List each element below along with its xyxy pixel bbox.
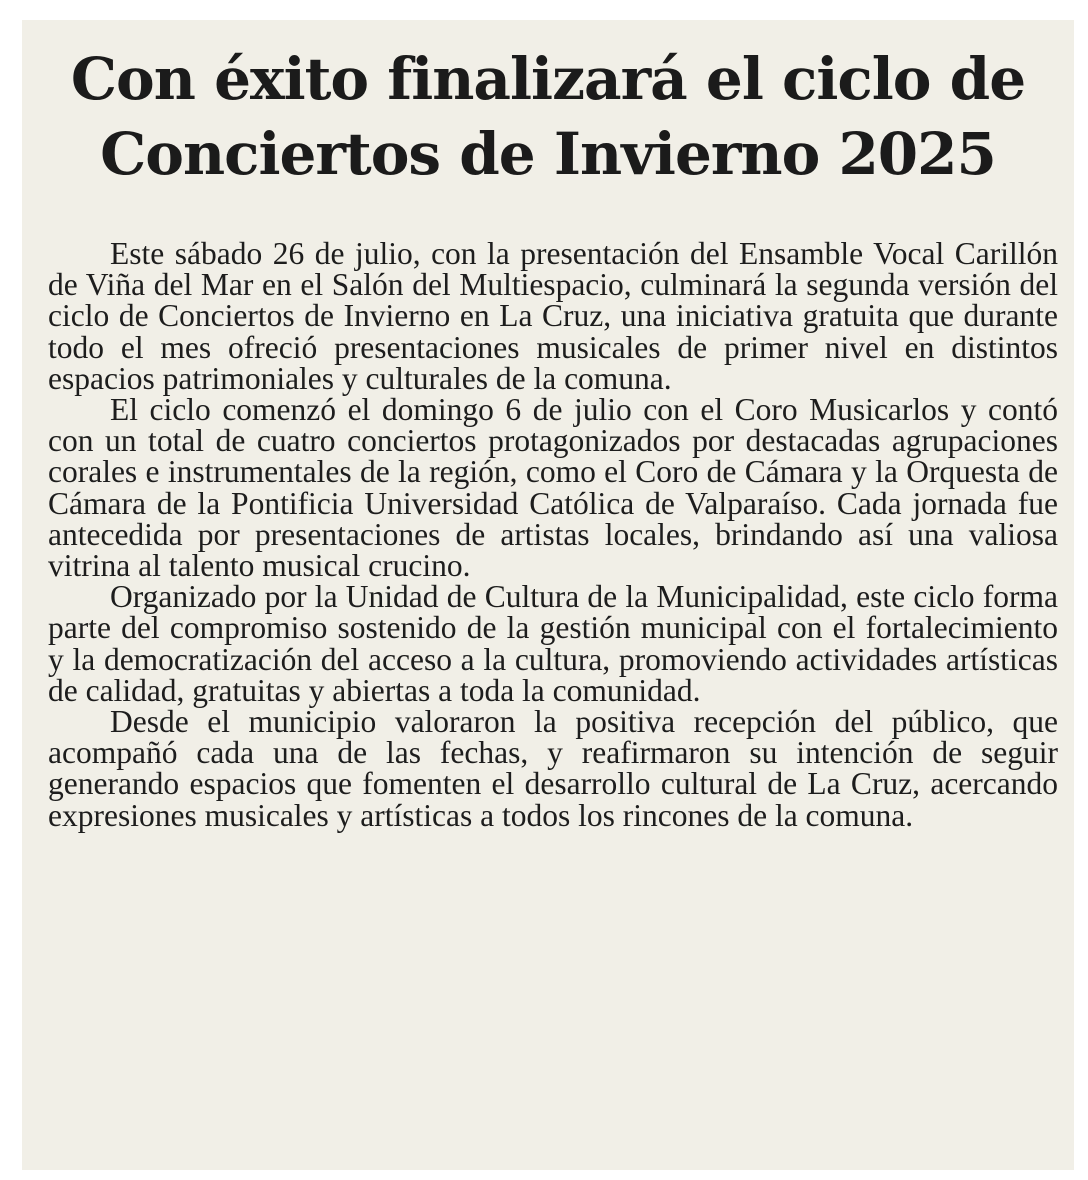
article-body xyxy=(48,238,1058,831)
newspaper-clipping xyxy=(22,20,1074,1170)
article-paragraph-1: Este sábado 26 de julio, con la presentación del Ensamble Vocal Carillón de Viña del Mar en el Salón del Multiespacio, culminará la segunda versión del ciclo de Conciertos de Invierno en La Cruz, una iniciativa gratuita que durante todo el mes ofreció presentaciones musicales de primer nivel en distintos espacios patrimoniales y culturales de la comuna. xyxy=(48,236,1058,396)
article-paragraph-3: Organizado por la Unidad de Cultura de la Municipalidad, este ciclo forma parte del compromiso sostenido de la gestión municipal con el fortalecimiento y la democratización del acceso a la cultura, promoviendo actividades artísticas de calidad, gratuitas y abiertas a toda la comunidad. xyxy=(48,579,1058,708)
article-headline: Con éxito finalizará el ciclo de Conciertos de Invierno 2025 xyxy=(70,45,1026,188)
article-paragraph-2: El ciclo comenzó el domingo 6 de julio con el Coro Musicarlos y contó con un total de cuatro conciertos protagonizados por destacadas agrupaciones corales e instrumentales de la región, como el Coro de Cámara y la Orquesta de Cámara de la Pontificia Universidad Católica de Valparaíso. Cada jornada fue antecedida por presentaciones de artistas locales, brindando así una valiosa vitrina al talento musical crucino. xyxy=(48,392,1058,584)
article-paragraph-4: Desde el municipio valoraron la positiva recepción del público, que acompañó cada una de las fechas, y reafirmaron su intención de seguir generando espacios que fomenten el desarrollo cultural de La Cruz, acercando expresiones musicales y artísticas a todos los rincones de la comuna. xyxy=(48,704,1058,833)
